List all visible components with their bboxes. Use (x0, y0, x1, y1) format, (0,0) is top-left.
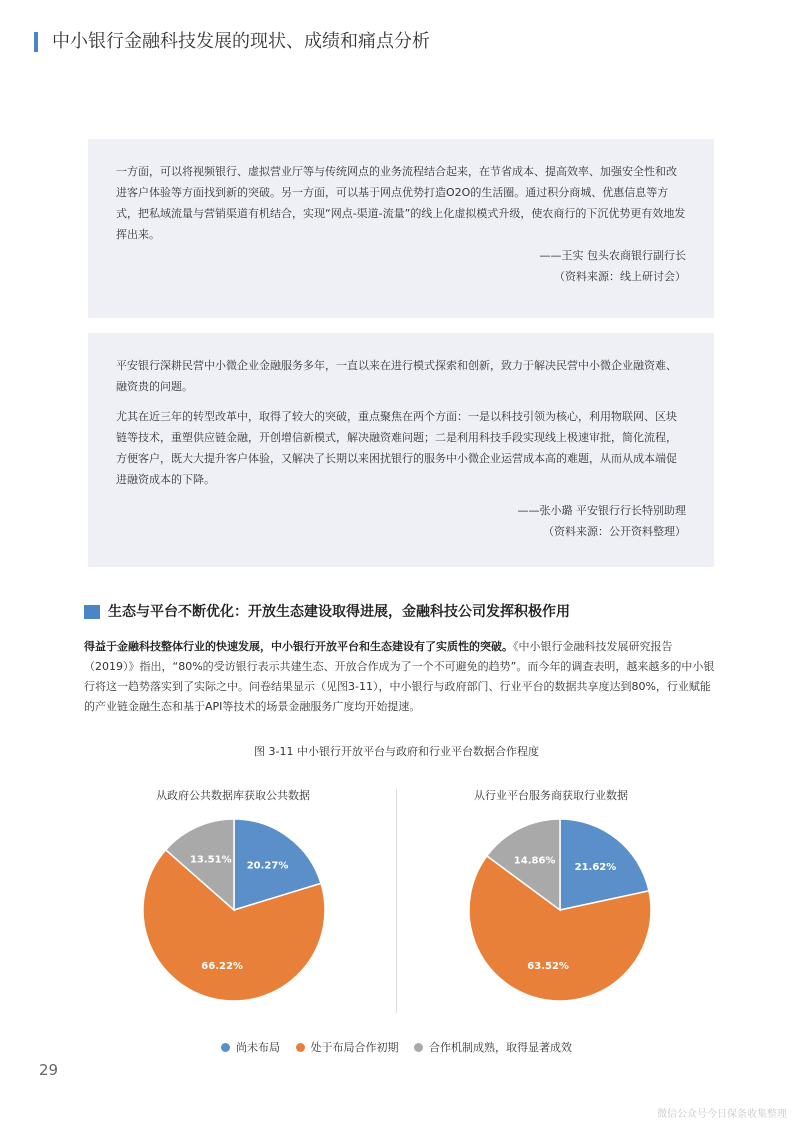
slice-early-stage-label: 66.22% (201, 961, 243, 973)
pie-chart-government (139, 815, 329, 1005)
page-number: 29 (39, 1061, 59, 1079)
legend-label: 合作机制成熟，取得显著成效 (429, 1041, 572, 1054)
quote-author: ——张小璐 平安银行行长特别助理 (517, 504, 686, 517)
quote-box-zhang (88, 333, 714, 567)
section-marker (84, 605, 100, 619)
quote-source: （资料来源：公开资料整理） (543, 525, 686, 538)
legend-item-not-started (221, 1039, 280, 1055)
slice-not-started-label: 21.62% (574, 862, 617, 874)
figure-caption: 图 3-11 中小银行开放平台与政府和行业平台数据合作程度 (254, 745, 539, 758)
legend-swatch (414, 1043, 423, 1052)
chart-legend (0, 1039, 793, 1055)
slice-mature-label: 13.51% (189, 854, 232, 866)
watermark: 微信公众号今日保条收集整理 (657, 1109, 787, 1120)
quote-box-wang (88, 139, 714, 318)
quote-paragraph-2: 尤其在近三年的转型改革中，取得了较大的突破，重点聚焦在两个方面：一是以科技引领为核心，利用物联网、区块链等技术，重塑供应链金融，开创增信新模式，解决融资难问题；二是利用科技手段实现线上极速审批，简化流程，方便客户，既大大提升客户体验，又解决了长期以来困扰银行的服务中小微企业运营成本高的难题，从而从成本端促进融资成本的下降。 (116, 410, 677, 486)
pie-title-industry: 从行业平台服务商获取行业数据 (474, 789, 628, 802)
quote-paragraph-1: 平安银行深耕民营中小微企业金融服务多年，一直以来在进行模式探索和创新，致力于解决民营中小微企业融资难、融资贵的问题。 (116, 359, 677, 393)
section-title: 生态与平台不断优化：开放生态建设取得进展，金融科技公司发挥积极作用 (108, 604, 570, 620)
legend-item-early-stage (296, 1039, 399, 1055)
legend-swatch (296, 1043, 305, 1052)
pie-chart-industry (465, 815, 655, 1005)
chart-divider (396, 789, 397, 1013)
header-accent-bar (34, 32, 38, 52)
legend-item-mature (414, 1039, 572, 1055)
body-lead: 得益于金融科技整体行业的快速发展，中小银行开放平台和生态建设有了实质性的突破。 (84, 640, 513, 653)
legend-label: 处于布局合作初期 (310, 1041, 399, 1054)
slice-not-started-label: 20.27% (246, 860, 289, 872)
pie-title-government: 从政府公共数据库获取公共数据 (156, 789, 310, 802)
quote-author: ——王实 包头农商银行副行长 (539, 249, 686, 262)
legend-label: 尚未布局 (236, 1041, 280, 1054)
body-rest: 《中小银行金融科技发展研究报告（2019）》指出，“80%的受访银行表示共建生态、开放合作成为了一个不可避免的趋势”。而今年的调查表明，越来越多的中小银行将这一趋势落实到了实际之中。问卷结果显示（见图3-11），中小银行与政府部门、行业平台的数据共享度达到80%，行业赋能的产业链金融生态和基于API等技术的场景金融服务广度均开始提速。 (84, 640, 715, 713)
quote-text: 一方面，可以将视频银行、虚拟营业厅等与传统网点的业务流程结合起来，在节省成本、提高效率、加强安全性和改进客户体验等方面找到新的突破。另一方面，可以基于网点优势打造O2O的生活圈。通过积分商城、优惠信息等方式，把私域流量与营销渠道有机结合，实现“网点-渠道-流量”的线上化虚拟模式升级，使农商行的下沉优势更有效地发挥出来。 (116, 165, 686, 241)
slice-early-stage-label: 63.52% (527, 961, 569, 973)
page-title: 中小银行金融科技发展的现状、成绩和痛点分析 (52, 31, 430, 52)
legend-swatch (221, 1043, 230, 1052)
slice-mature-label: 14.86% (513, 855, 556, 867)
quote-source: （资料来源：线上研讨会） (554, 270, 686, 283)
body-paragraph (84, 637, 716, 717)
